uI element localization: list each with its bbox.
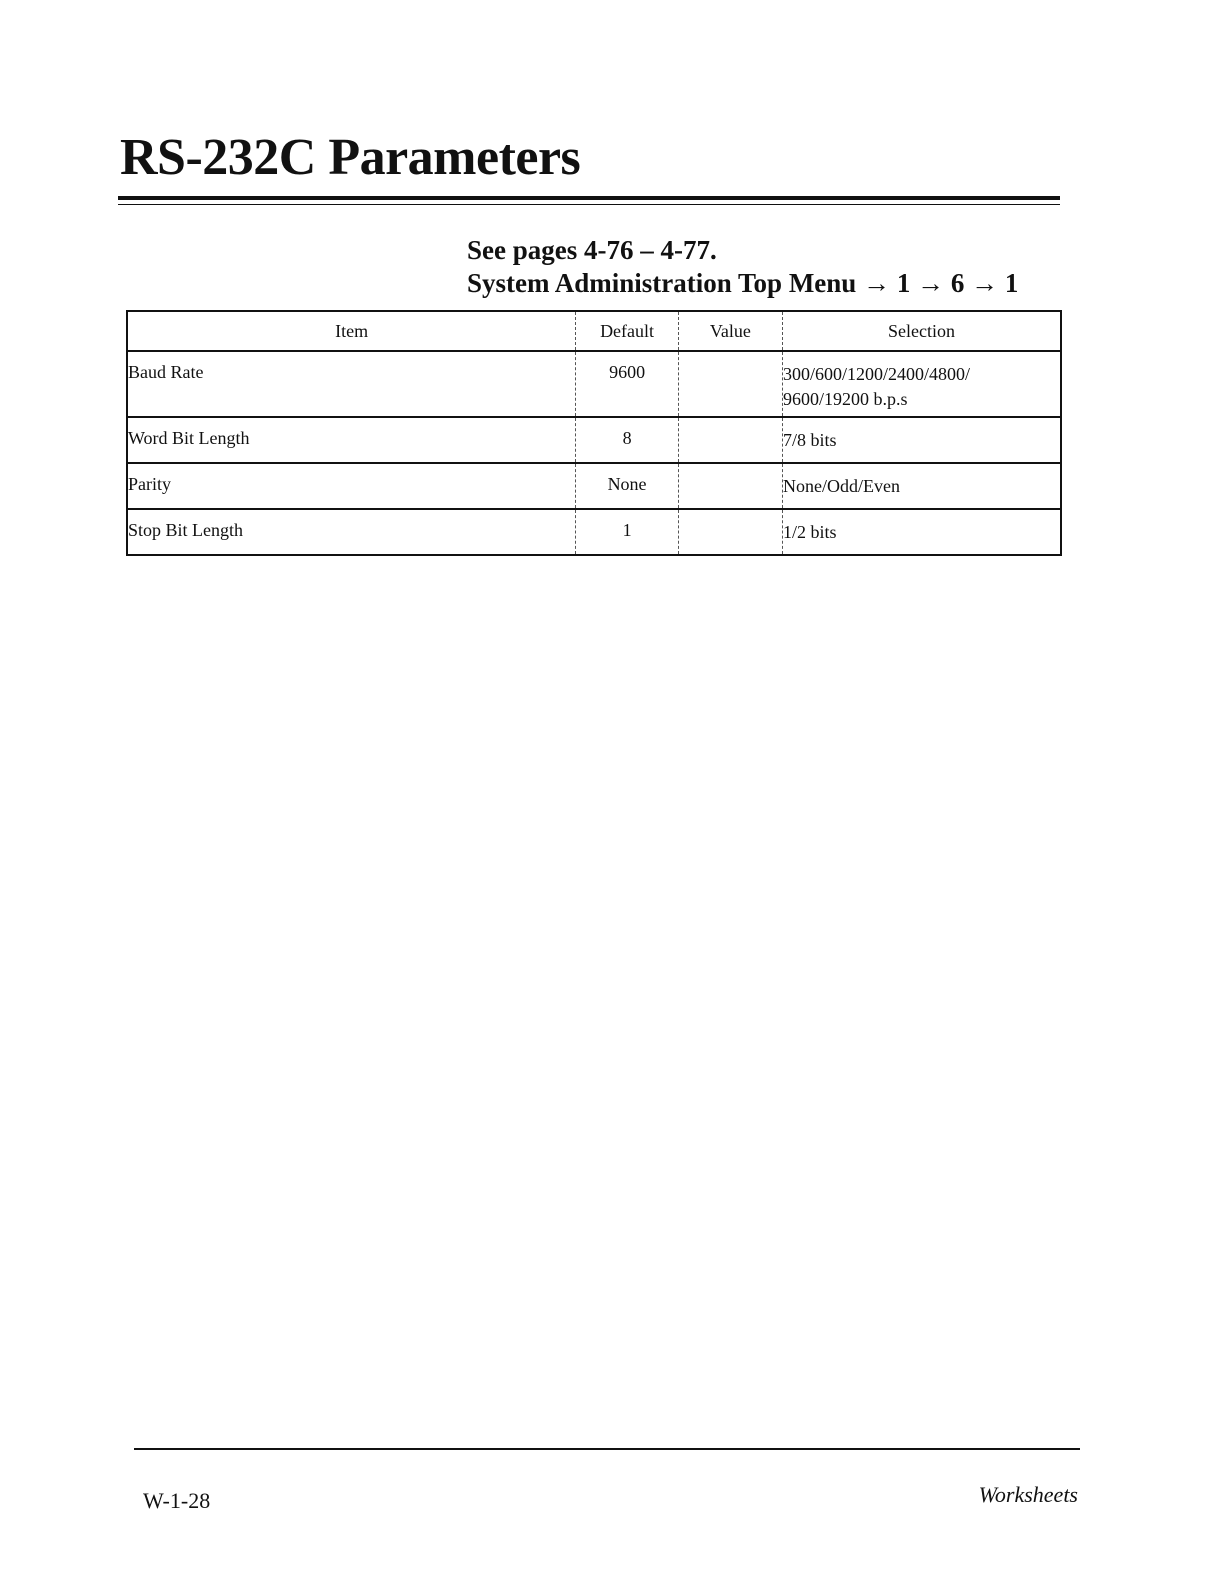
table-row	[127, 351, 1061, 417]
reference-block	[467, 234, 1018, 300]
selection-cell	[783, 463, 1061, 509]
table-row	[127, 417, 1061, 463]
item-cell: Parity	[127, 463, 576, 509]
selection-cell	[783, 417, 1061, 463]
default-cell: 9600	[576, 351, 678, 417]
selection-line: 7/8 bits	[783, 430, 837, 450]
value-cell[interactable]	[678, 351, 782, 417]
header-default: Default	[576, 311, 678, 351]
title-rule-thin	[118, 204, 1060, 205]
table-row	[127, 463, 1061, 509]
table-row	[127, 509, 1061, 555]
item-cell: Stop Bit Length	[128, 520, 244, 540]
table-header-row	[127, 311, 1061, 351]
header-item: Item	[127, 311, 576, 351]
value-cell[interactable]	[678, 417, 782, 463]
section-name: Worksheets	[978, 1482, 1078, 1507]
menu-path: System Administration Top Menu → 1 → 6 → 1	[467, 268, 1019, 298]
selection-line: 300/600/1200/2400/4800/	[783, 364, 971, 384]
item-cell: Baud Rate	[127, 351, 576, 417]
selection-cell	[783, 351, 1061, 417]
page-number: W-1-28	[143, 1488, 211, 1513]
selection-line: None/Odd/Even	[783, 476, 901, 496]
value-cell[interactable]	[678, 463, 782, 509]
selection-cell	[783, 509, 1061, 555]
title-rule	[118, 196, 1060, 200]
selection-line: 9600/19200 b.p.s	[783, 389, 908, 409]
parameters-table	[126, 310, 1062, 556]
header-value: Value	[678, 311, 782, 351]
page-reference: See pages 4-76 – 4-77.	[467, 235, 717, 265]
item-cell: Word Bit Length	[127, 417, 576, 463]
page-title: RS-232C Parameters	[120, 129, 581, 186]
value-cell[interactable]	[678, 509, 782, 555]
default-cell: None	[576, 463, 678, 509]
default-cell: 8	[576, 417, 678, 463]
header-selection: Selection	[783, 311, 1061, 351]
selection-line: 1/2 bits	[783, 522, 837, 542]
footer-rule	[134, 1448, 1080, 1450]
default-cell: 1	[576, 509, 678, 555]
